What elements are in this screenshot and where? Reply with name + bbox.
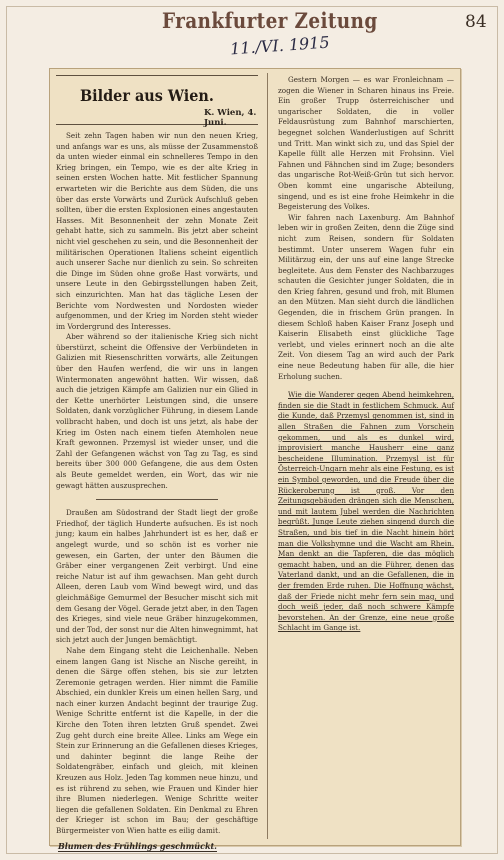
masthead [0,8,504,38]
article-headline: Bilder aus Wien. [80,86,214,105]
newspaper-clipping [49,68,461,851]
right-column [272,69,460,845]
paragraph: Aber während so der italienische Krieg sich nicht überstürzt, scheint die Offensive der Verbündeten in Galizien mit Riesenschritten vorwärts, alle Zeitungen über den Haufen werfend, die wir uns in langen Wintermonaten angewöhnt hatten. Wir wissen, daß auch die jetzigen Kämpfe am Galizien nur ein Glied in der Kette unerhörter Leistungen sind, die unsere Soldaten, dank vorzüglicher Führung, in diesem Lande vollbracht haben, und doch ist uns jetzt, als habe der Krieg im Osten nach einem tiefen Atemholen neue Kraft gewonnen. Przemysl ist wieder unser, und die Zahl der Gefangenen wächst von Tag zu Tag, es sind bereits über 300 000 Gefangene, die aus dem Osten als Beute gemeldet werden, ein Wort, das wir nie gewagt hätten auszusprechen. [56,332,258,490]
article-dateline: K. Wien, 4. Juni. [204,108,257,128]
right-text [278,75,454,634]
paragraph: Draußen am Südostrand der Stadt liegt der große Friedhof, der täglich Hunderte aufsuchen. Es ist noch jung; kaum ein halbes Jahrhundert ist es her, daß er angelegt wurde, und so schön ist es vorher nie gewesen, ein Garten, der unter den Bäumen die Gräber einer vergangenen Zeit verbirgt. Und eine reiche Natur ist auf ihm gewachsen. Man geht durch Alleen, deren Laub vom Wind bewegt wird, und das gleichmäßige Gemurmel der Besucher mischt sich mit dem Gesang der Vögel. Gerade jetzt aber, in den Tagen des Krieges, sind viele neue Gräber hinzugekommen, und der Tod, der sonst nur die Alten hinwegnimmt, hat sich jetzt auch der Jungen bemächtigt. [56,508,258,645]
headline-box [50,84,264,128]
paragraph: Wir fahren nach Laxenburg. Am Bahnhof leben wir in großen Zeiten, denn die Züge sind nicht zum Reisen, sondern für Soldaten bestimmt. Unter unserem Wagen fuhr ein Militärzug ein, der uns auf eine lange Strecke begleitete. Aus dem Fenster des Nachbarzuges schauten die Gesichter junger Soldaten, die in den Krieg fahren, gesund und froh, mit Blumen an den Mützen. Man sieht durch die ländlichen Gegenden, die in frischem Grün prangen. In diesem Schloß haben Kaiser Franz Joseph und Kaiserin Elisabeth einst glückliche Tage verlebt, und vieles erinnert noch an die alte Zeit. Von diesem Tag an wird auch der Park eine neue Bedeutung haben für alle, die hier Erholung suchen. [278,212,454,381]
page-number: 84 [465,12,487,32]
top-rule [56,75,258,76]
newspaper-title: Frankfurter Zeitung [162,8,378,33]
paragraph: Seit zehn Tagen haben wir nun den neuen Krieg, und anfangs war es uns, als müsse der Zusammenstoß da unten wieder einmal ein schnelleres Tempo in den Krieg bringen, ein Tempo, wie es der alte Krieg in seinen ersten Wochen hatte. Mit festlicher Spannung erwarteten wir die Berichte aus dem Süden, die uns über das erste Vorwärts und Zurück Aufschluß geben sollten, über die ersten Explosionen eines angestauten Hasses. Mit Besonnenheit der zehn Monate Zeit gehabt hatte, sich zu sammeln. Bis jetzt aber scheint nicht viel geschehen zu sein, und die Besonnenheit der militärischen Operationen Italiens scheint eigentlich auch unserer Sache nur dienlich zu sein. So schreiten die Dinge im Süden ohne große Hast vorwärts, und unsere Leute in den Gebirgsstellungen haben Zeit, sich einzurichten. Man hat das tägliche Lesen der Berichte vom Nordwesten und Nordosten wieder aufgenommen, und der Krieg im Norden steht wieder im Vordergrund des Interesses. [56,131,258,331]
closing-line [58,841,256,851]
handwritten-date: 11./VI. 1915 [229,32,331,59]
left-column [50,69,264,851]
paragraph: Wie die Wanderer gegen Abend heimkehren, finden sie die Stadt in festlichem Schmuck. Auf die Kunde, daß Przemysl genommen ist, sind in allen Straßen die Fahnen zum Vorschein gekommen, und als es dunkel wird, improvisiert manche Hausherr eine ganz bescheidene Illumination. Przemysl ist für Österreich-Ungarn mehr als eine Festung, es ist ein Symbol geworden, und die Freude über die Rückeroberung ist groß. Vor den Zeitungsgebäuden drängen sich die Menschen, und mit lautem Jubel werden die Nachrichten begrüßt. Junge Leute ziehen singend durch die Straßen, und bis tief in die Nacht hinein hört man die Volkshymne und die Wacht am Rhein. Man denkt an die Tapferen, die das möglich gemacht haben, und an die Führer, denen das Vaterland dankt, und an die Gefallenen, die in der fremden Erde ruhen. Die Hoffnung wächst, daß der Friede nicht mehr fern sein mag, und doch weiß jeder, daß noch schwere Kämpfe bevorstehen. An der Grenze, eine neue große Schlacht im Gange ist. [278,390,454,633]
underlined-closing-text: Blumen des Frühlings geschmückt. [58,840,217,851]
left-text [56,131,258,837]
paragraph: Nahe dem Eingang steht die Leichenhalle. Neben einem langen Gang ist Nische an Nische gereiht, in denen die Särge offen stehen, bis sie zur letzten Zeremonie getragen werden. Hier nimmt die Familie Abschied, ein dunkler Kreis um einen hellen Sarg, und nach einer kurzen Andacht beginnt der traurige Zug. Wenige Schritte entfernt ist die Kapelle, in der die Kirche den Toten ihren letzten Gruß spendet. Zwei Zug geht durch eine breite Allee. Links am Wege ein Stein zur Erinnerung an die Gefallenen dieses Krieges, und dahinter beginnt die lange Reihe der Soldatengräber, einfach und gleich, mit kleinen Kreuzen aus Holz. Jeden Tag kommen neue hinzu, und es ist rührend zu sehen, wie Frauen und Kinder hier ihre Blumen niederlegen. Wenige Schritte weiter liegen die gefallenen Soldaten. Ein Denkmal zu Ehren der Krieger ist schon im Bau; der geschäftige Bürgermeister von Wien hatte es eilig damit. [56,645,258,835]
column-divider [267,73,268,839]
paragraph: Gestern Morgen — es war Fronleichnam — zogen die Wiener in Scharen hinaus ins Freie. Ein großer Trupp österreichischer und ungarischer Soldaten, die in voller Feldausrüstung zum Bahnhof marschierten, begegnet solchen Wanderlustigen auf Schritt und Tritt. Man winkt sich zu, und das Spiel der Kapelle füllt alle Herzen mit Frohsinn. Viel Fahnen und Fähnchen sind im Zuge; besonders das ungarische Rot-Weiß-Grün tut sich hervor. Oben kommt eine ungarische Abteilung, singend, und es ist eine frohe Heimkehr in die Begeisterung des Volkes. [278,75,454,212]
